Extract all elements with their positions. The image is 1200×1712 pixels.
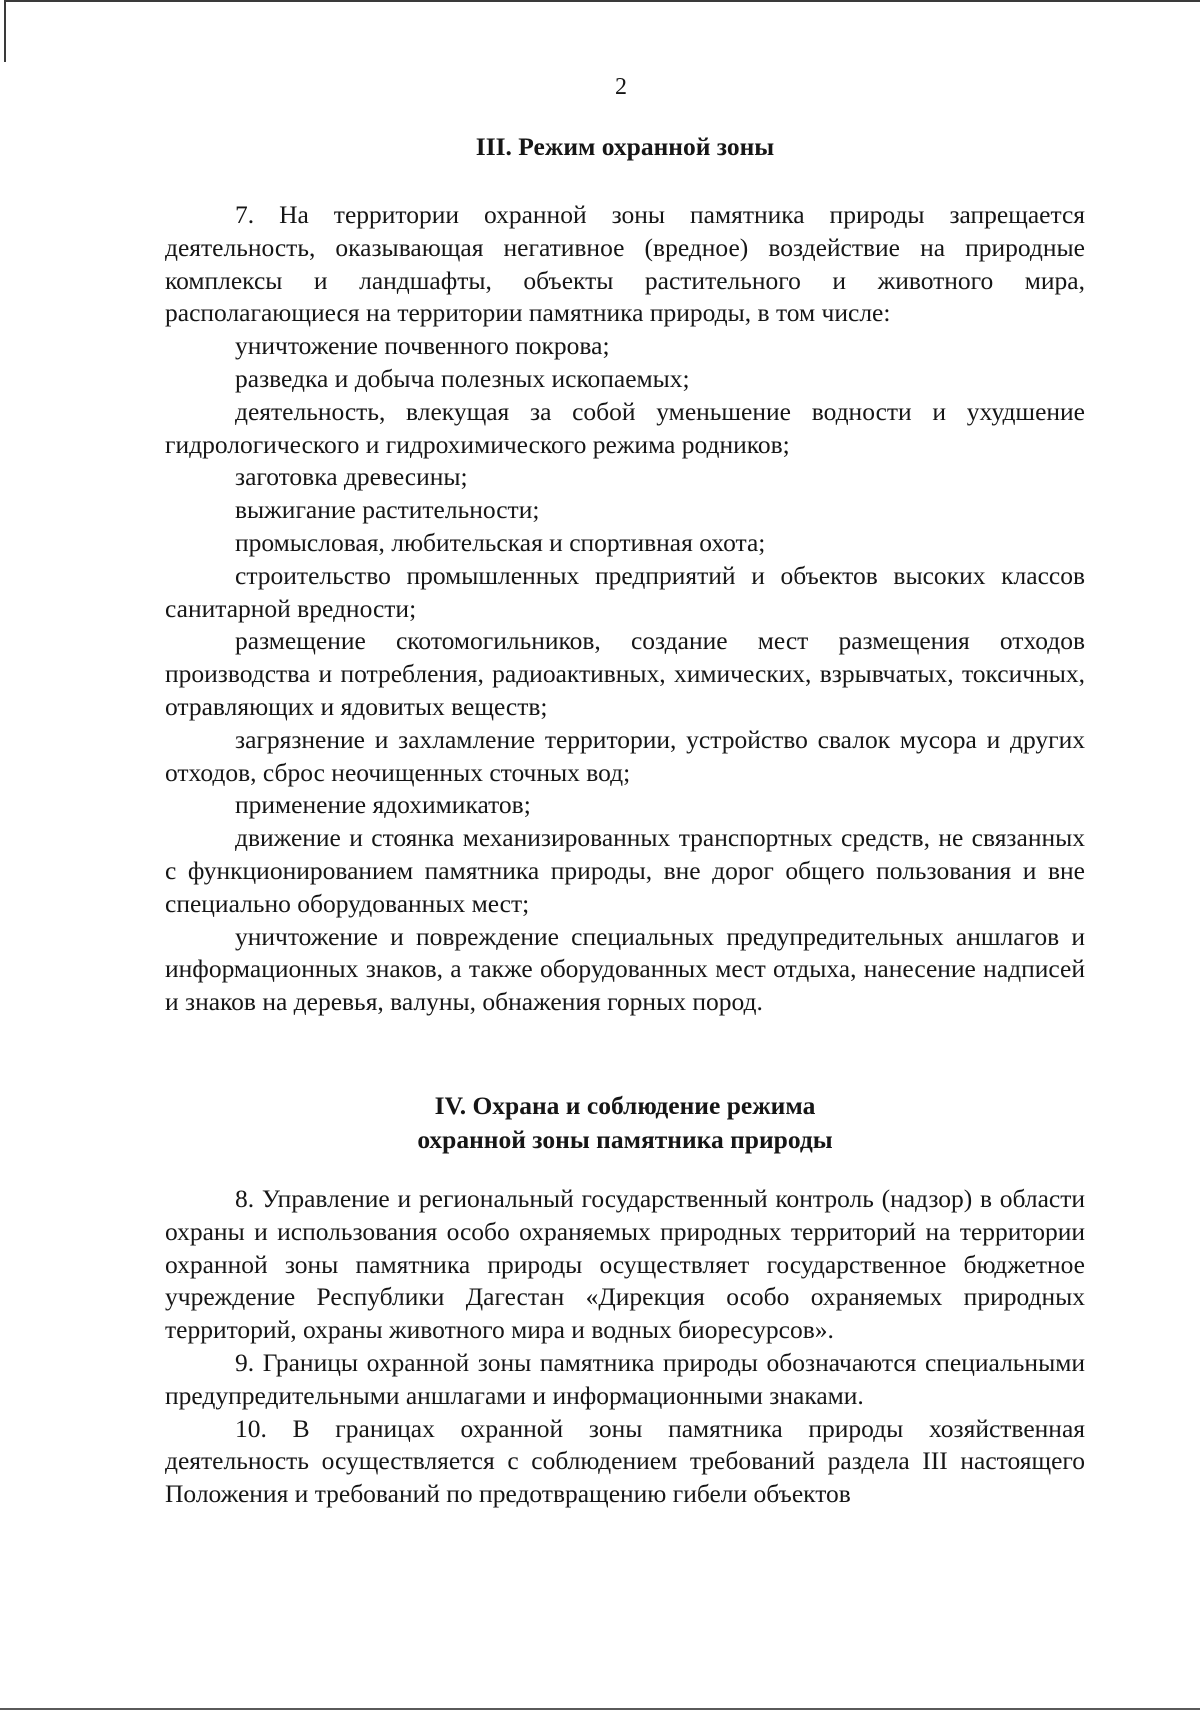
list-item: уничтожение и повреждение специальных предупредительных аншлагов и информационных знаков, а также оборудованных мест отдыха, нанесение надписей и знаков на деревья, валуны, обнажения горных пород. xyxy=(165,921,1085,1017)
paragraph-7: 7. На территории охранной зоны памятника природы запрещается деятельность, оказывающая негативное (вредное) воздействие на природные комплексы и ландшафты, объекты растительного и животного мира, располагающиеся на территории памятника природы, в том числе: xyxy=(165,200,1085,328)
section-4-body xyxy=(165,1183,1085,1511)
list-item: промысловая, любительская и спортивная охота; xyxy=(235,527,766,557)
section-4-heading xyxy=(165,1089,1085,1157)
paragraph-8: 8. Управление и региональный государственный контроль (надзор) в области охраны и использования особо охраняемых природных территорий на территории охранной зоны памятника природы осуществляет государственное бюджетное учреждение Республики Дагестан «Дирекция особо охраняемых природных территорий, охраны животного мира и водных биоресурсов». xyxy=(165,1184,1085,1345)
section-3-body xyxy=(165,199,1085,1019)
paragraph-9: 9. Границы охранной зоны памятника природы обозначаются специальными предупредительными аншлагами и информационными знаками. xyxy=(165,1347,1085,1410)
list-item: разведка и добыча полезных ископаемых; xyxy=(235,363,690,393)
list-item: строительство промышленных предприятий и объектов высоких классов санитарной вредности; xyxy=(165,560,1085,623)
scan-edge-top xyxy=(4,0,1200,2)
list-item: деятельность, влекущая за собой уменьшение водности и ухудшение гидрологического и гидрохимического режима родников; xyxy=(165,396,1085,459)
list-item: загрязнение и захламление территории, устройство свалок мусора и других отходов, сброс неочищенных сточных вод; xyxy=(165,724,1085,787)
list-item: уничтожение почвенного покрова; xyxy=(235,331,610,361)
scan-edge-left xyxy=(4,0,6,62)
list-item: размещение скотомогильников, создание мест размещения отходов производства и потребления, радиоактивных, химических, взрывчатых, токсичных, отравляющих и ядовитых веществ; xyxy=(165,626,1085,721)
section-4-heading-line-1: IV. Охрана и соблюдение режима xyxy=(434,1091,816,1120)
list-item: движение и стоянка механизированных транспортных средств, не связанных с функционированием памятника природы, вне дорог общего пользования и вне специально оборудованных мест; xyxy=(165,823,1085,918)
list-item: выжигание растительности; xyxy=(235,495,540,525)
list-item: применение ядохимикатов; xyxy=(235,790,531,820)
scan-edge-bottom xyxy=(0,1708,1200,1710)
page-number: 2 xyxy=(615,74,627,100)
paragraph-10: 10. В границах охранной зоны памятника природы хозяйственная деятельность осуществляется с соблюдением требований раздела III настоящего Положения и требований по предотвращению гибели объектов xyxy=(165,1413,1085,1509)
section-4-heading-line-2: охранной зоны памятника природы xyxy=(417,1125,833,1154)
list-item: заготовка древесины; xyxy=(235,462,468,492)
section-3-heading: III. Режим охранной зоны xyxy=(475,132,775,161)
